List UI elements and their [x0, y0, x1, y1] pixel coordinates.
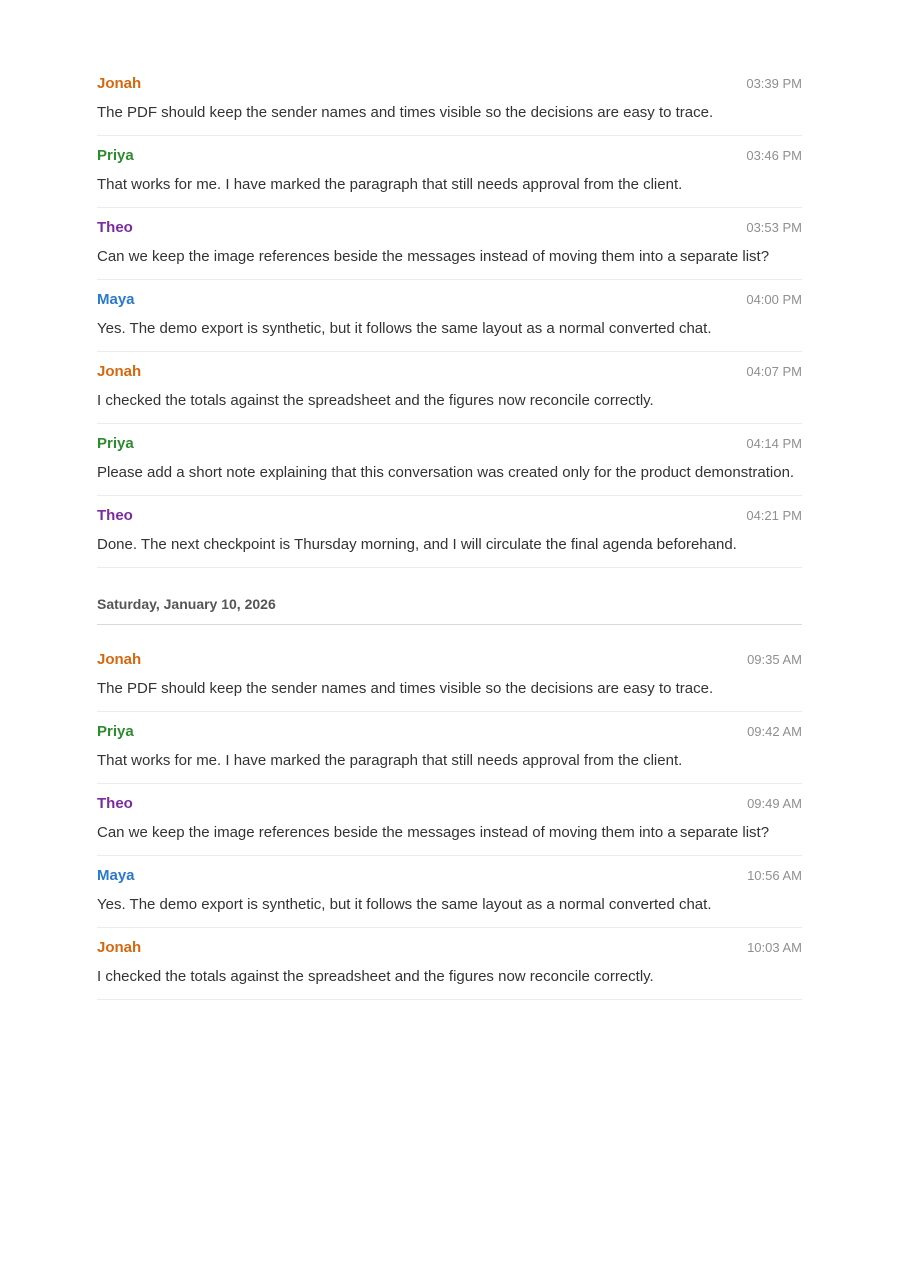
message-text: That works for me. I have marked the paragraph that still needs approval from the client.	[97, 752, 683, 769]
message-text: I checked the totals against the spreadsheet and the figures now reconcile correctly.	[97, 968, 654, 985]
chat-message	[97, 352, 802, 424]
chat-message	[97, 208, 802, 280]
sender-name: Jonah	[97, 939, 142, 956]
message-text: Can we keep the image references beside the messages instead of moving them into a separate list?	[97, 248, 770, 265]
message-group	[97, 64, 802, 568]
message-text: The PDF should keep the sender names and times visible so the decisions are easy to trace.	[97, 680, 714, 697]
sender-name: Theo	[97, 795, 133, 812]
message-time: 03:39 PM	[746, 76, 802, 91]
message-time: 10:03 AM	[747, 940, 802, 955]
message-time: 04:07 PM	[746, 364, 802, 379]
sender-name: Maya	[97, 291, 135, 308]
chat-message	[97, 64, 802, 136]
message-time: 09:42 AM	[747, 724, 802, 739]
message-text: Yes. The demo export is synthetic, but it follows the same layout as a normal converted chat.	[97, 896, 712, 913]
message-time: 09:35 AM	[747, 652, 802, 667]
sender-name: Jonah	[97, 651, 142, 668]
sender-name: Maya	[97, 867, 135, 884]
sender-name: Theo	[97, 219, 133, 236]
sender-name: Jonah	[97, 363, 142, 380]
message-text: I checked the totals against the spreadsheet and the figures now reconcile correctly.	[97, 392, 654, 409]
chat-message	[97, 136, 802, 208]
message-time: 10:56 AM	[747, 868, 802, 883]
message-header	[97, 867, 802, 889]
chat-message	[97, 928, 802, 1000]
chat-message	[97, 856, 802, 928]
chat-message	[97, 712, 802, 784]
message-header	[97, 291, 802, 313]
chat-message	[97, 496, 802, 568]
message-time: 03:53 PM	[746, 220, 802, 235]
message-text: Please add a short note explaining that this conversation was created only for the product demonstration.	[97, 464, 795, 481]
sender-name: Priya	[97, 435, 134, 452]
message-header	[97, 363, 802, 385]
message-group	[97, 625, 802, 1000]
date-separator: Saturday, January 10, 2026	[97, 594, 802, 625]
message-header	[97, 219, 802, 241]
message-text: Done. The next checkpoint is Thursday morning, and I will circulate the final agenda beforehand.	[97, 536, 737, 553]
message-time: 04:21 PM	[746, 508, 802, 523]
message-time: 03:46 PM	[746, 148, 802, 163]
message-text: Can we keep the image references beside the messages instead of moving them into a separate list?	[97, 824, 770, 841]
sender-name: Priya	[97, 147, 134, 164]
chat-message	[97, 784, 802, 856]
message-text: That works for me. I have marked the paragraph that still needs approval from the client.	[97, 176, 683, 193]
sender-name: Priya	[97, 723, 134, 740]
chat-message	[97, 625, 802, 712]
chat-message	[97, 424, 802, 496]
message-header	[97, 651, 802, 673]
message-time: 04:14 PM	[746, 436, 802, 451]
message-header	[97, 435, 802, 457]
sender-name: Theo	[97, 507, 133, 524]
message-text: The PDF should keep the sender names and times visible so the decisions are easy to trace.	[97, 104, 714, 121]
message-text: Yes. The demo export is synthetic, but it follows the same layout as a normal converted chat.	[97, 320, 712, 337]
message-list	[97, 64, 802, 1000]
message-time: 04:00 PM	[746, 292, 802, 307]
message-header	[97, 939, 802, 961]
chat-message	[97, 280, 802, 352]
message-header	[97, 723, 802, 745]
message-header	[97, 75, 802, 97]
message-header	[97, 507, 802, 529]
message-header	[97, 795, 802, 817]
message-time: 09:49 AM	[747, 796, 802, 811]
message-header	[97, 147, 802, 169]
sender-name: Jonah	[97, 75, 142, 92]
